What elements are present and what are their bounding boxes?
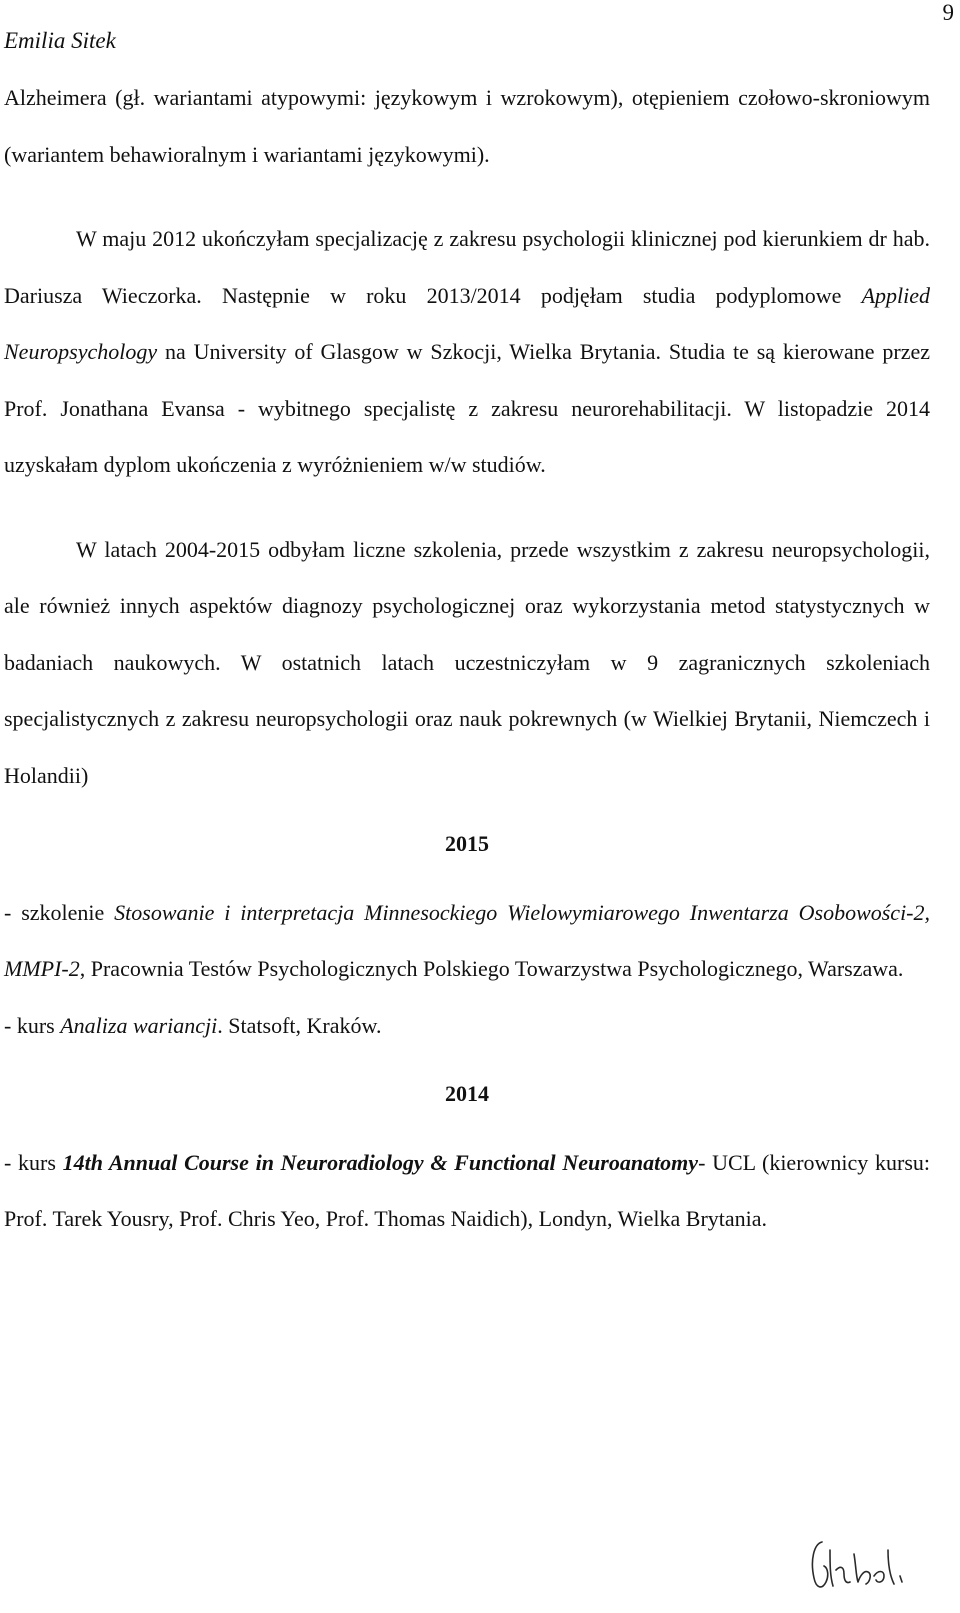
- year-heading-2015: 2015: [445, 831, 489, 856]
- item-prefix: - kurs: [4, 1149, 63, 1175]
- item-title: Stosowanie i interpretacja Minnesockiego Wielowymiarowego Inwentarza Osobowości-2, MMPI-2: [4, 899, 931, 981]
- item-prefix: - szkolenie: [4, 899, 115, 925]
- paragraph-text: W maju 2012 ukończyłam specjalizację z zakresu psychologii klinicznej pod kierunkiem dr hab. Dariusza Wieczorka. Następnie w roku 2013/2014 podjęłam studia podyplomowe: [4, 226, 930, 308]
- item-prefix: - kurs: [4, 1012, 61, 1038]
- item-title: Analiza wariancji: [60, 1012, 218, 1038]
- running-header-author: Emilia Sitek: [4, 28, 116, 53]
- signature-icon: [800, 1530, 915, 1600]
- paragraph-text: na University of Glasgow w Szkocji, Wielka Brytania. Studia te są kierowane przez Prof. Jonathana Evansa - wybitnego specjalistę z zakresu neurorehabilitacji. W listopadzie 2014 uzyskałam dyplom ukończenia z wyróżnieniem w/w studiów.: [4, 339, 930, 477]
- list-item: [4, 1135, 930, 1248]
- paragraph-specialization: [4, 211, 930, 494]
- list-item: [4, 998, 930, 1055]
- document-body: [4, 70, 930, 1248]
- page-number: 9: [942, 0, 954, 25]
- item-suffix: . Statsoft, Kraków.: [217, 1012, 382, 1038]
- paragraph-trainings: W latach 2004-2015 odbyłam liczne szkolenia, przede wszystkim z zakresu neuropsychologii, ale również innych aspektów diagnozy psychologicznej oraz wykorzystania metod statystycznych w badaniach naukowych. W ostatnich latach uczestniczyłam w 9 zagranicznych szkoleniach specjalistycznych z zakresu neuropsychologii oraz nauk pokrewnych (w Wielkiej Brytanii, Niemczech i Holandii): [4, 536, 930, 788]
- list-item: [4, 885, 930, 998]
- year-heading-2014: 2014: [445, 1081, 489, 1106]
- item-suffix: - UCL (kierownicy kursu: Prof. Tarek Yousry, Prof. Chris Yeo, Prof. Thomas Naidich), Londyn, Wielka Brytania.: [4, 1149, 930, 1231]
- item-title: 14th Annual Course in Neuroradiology & Functional Neuroanatomy: [62, 1149, 699, 1175]
- course-title: Applied Neuropsychology: [4, 282, 930, 364]
- item-suffix: , Pracownia Testów Psychologicznych Polskiego Towarzystwa Psychologicznego, Warszawa.: [79, 956, 904, 981]
- paragraph-continuation: Alzheimera (gł. wariantami atypowymi: językowym i wzrokowym), otępieniem czołowo-skroniowym (wariantem behawioralnym i wariantami językowymi).: [4, 85, 930, 167]
